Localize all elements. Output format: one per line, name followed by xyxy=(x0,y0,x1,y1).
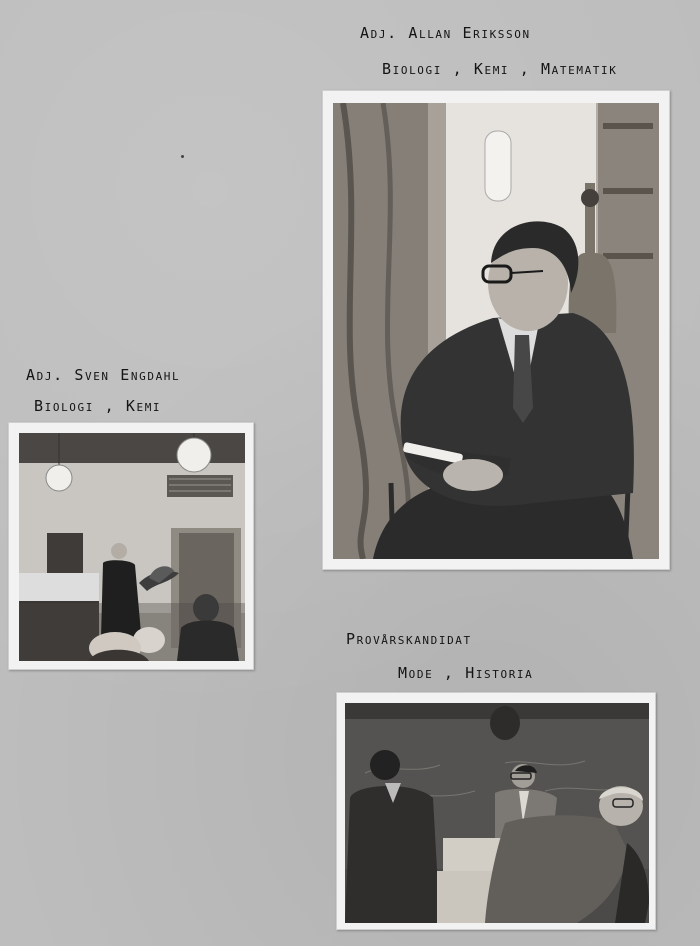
photo-allan-eriksson xyxy=(322,90,670,570)
photo-allan-eriksson-image xyxy=(333,103,659,559)
paper-speck xyxy=(181,155,184,158)
caption-sven-engdahl-name: Adj. Sven Engdahl xyxy=(26,366,181,384)
caption-sven-engdahl-subjects: Biologi , Kemi xyxy=(34,397,162,415)
caption-candidate-subjects: Mode , Historia xyxy=(398,664,534,682)
caption-allan-eriksson-name: Adj. Allan Eriksson xyxy=(360,24,531,42)
photo-sven-engdahl-image xyxy=(19,433,245,661)
photo-candidate-class-image xyxy=(345,703,649,923)
photo-sven-engdahl xyxy=(8,422,254,670)
caption-allan-eriksson-subjects: Biologi , Kemi , Matematik xyxy=(382,60,618,78)
photo-candidate-class xyxy=(336,692,656,930)
caption-candidate-name: Provårskandidat xyxy=(346,630,472,648)
